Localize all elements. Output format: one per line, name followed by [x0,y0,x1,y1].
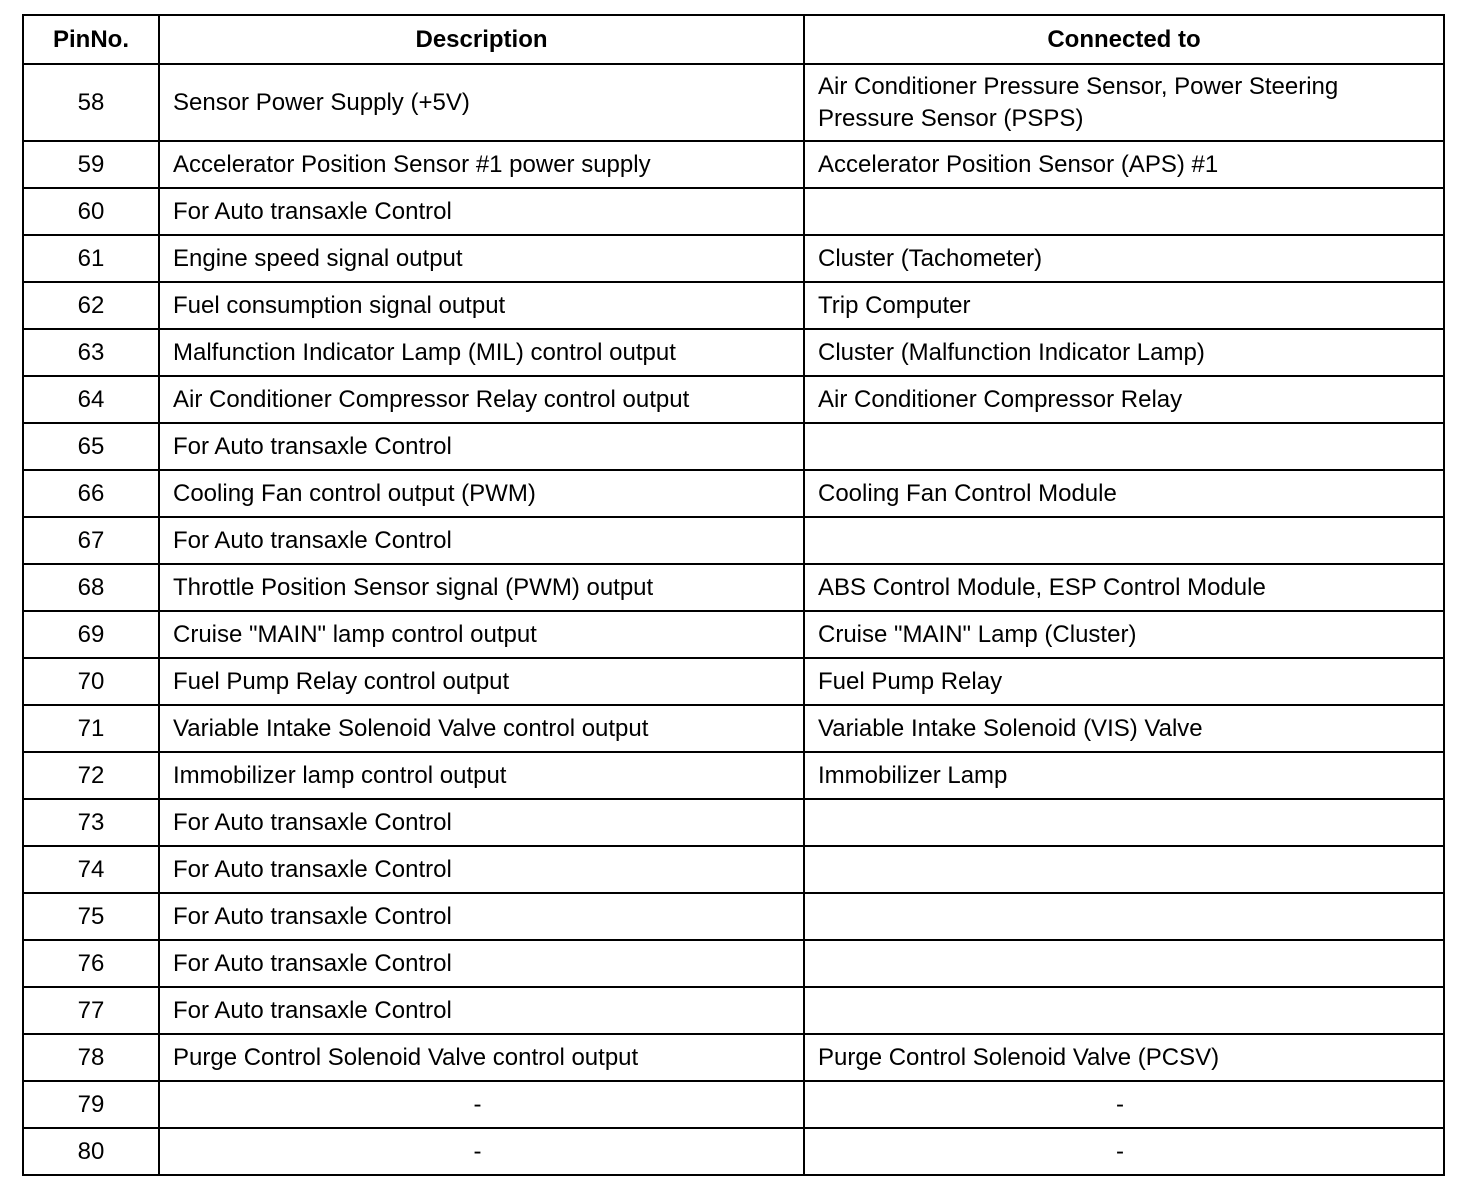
description-cell: Sensor Power Supply (+5V) [159,64,804,141]
pin-cell: 64 [23,376,159,423]
connected-to-cell [804,517,1444,564]
table-row [23,141,1444,188]
pin-cell: 63 [23,329,159,376]
pin-cell: 70 [23,658,159,705]
description-cell: Immobilizer lamp control output [159,752,804,799]
connected-to-cell [804,893,1444,940]
pin-cell: 58 [23,64,159,141]
description-cell: For Auto transaxle Control [159,987,804,1034]
table-row [23,752,1444,799]
pin-cell: 67 [23,517,159,564]
pin-cell: 65 [23,423,159,470]
pin-cell: 75 [23,893,159,940]
table-row [23,1128,1444,1175]
pin-table [22,14,1445,1176]
connected-to-cell: Cluster (Malfunction Indicator Lamp) [804,329,1444,376]
connected-to-cell [804,940,1444,987]
pin-cell: 59 [23,141,159,188]
table-row [23,564,1444,611]
table-row [23,470,1444,517]
table-row [23,987,1444,1034]
description-cell: Fuel consumption signal output [159,282,804,329]
connected-to-cell: Variable Intake Solenoid (VIS) Valve [804,705,1444,752]
table-row [23,1034,1444,1081]
table-header-row [23,15,1444,64]
description-cell: - [159,1081,804,1128]
table-row [23,188,1444,235]
description-cell: Engine speed signal output [159,235,804,282]
table-row [23,282,1444,329]
connected-to-cell: Purge Control Solenoid Valve (PCSV) [804,1034,1444,1081]
pin-cell: 72 [23,752,159,799]
table-body [23,64,1444,1175]
connected-to-cell: Fuel Pump Relay [804,658,1444,705]
description-cell: - [159,1128,804,1175]
description-cell: Cooling Fan control output (PWM) [159,470,804,517]
header-pin-no: PinNo. [23,15,159,64]
connected-to-cell: ABS Control Module, ESP Control Module [804,564,1444,611]
pin-cell: 79 [23,1081,159,1128]
table-row [23,893,1444,940]
connected-to-cell: Air Conditioner Pressure Sensor, Power Steering Pressure Sensor (PSPS) [804,64,1444,141]
connected-to-cell [804,846,1444,893]
table-row [23,517,1444,564]
connected-to-cell: Accelerator Position Sensor (APS) #1 [804,141,1444,188]
table-row [23,799,1444,846]
connected-to-cell: - [804,1128,1444,1175]
table-row [23,611,1444,658]
pin-cell: 80 [23,1128,159,1175]
connected-to-cell: Air Conditioner Compressor Relay [804,376,1444,423]
table-row [23,64,1444,141]
description-cell: Cruise "MAIN" lamp control output [159,611,804,658]
connected-to-cell: - [804,1081,1444,1128]
description-cell: For Auto transaxle Control [159,846,804,893]
header-connected-to: Connected to [804,15,1444,64]
table-row [23,423,1444,470]
pin-cell: 66 [23,470,159,517]
pin-cell: 71 [23,705,159,752]
connected-to-cell [804,799,1444,846]
connected-to-cell: Trip Computer [804,282,1444,329]
pin-cell: 73 [23,799,159,846]
pin-cell: 62 [23,282,159,329]
table-row [23,329,1444,376]
connected-to-cell [804,423,1444,470]
description-cell: For Auto transaxle Control [159,799,804,846]
description-cell: For Auto transaxle Control [159,893,804,940]
connected-to-cell: Cooling Fan Control Module [804,470,1444,517]
connected-to-cell [804,188,1444,235]
description-cell: Air Conditioner Compressor Relay control output [159,376,804,423]
connected-to-cell: Immobilizer Lamp [804,752,1444,799]
table-row [23,658,1444,705]
pin-cell: 77 [23,987,159,1034]
pin-cell: 68 [23,564,159,611]
table-row [23,1081,1444,1128]
description-cell: Fuel Pump Relay control output [159,658,804,705]
description-cell: Malfunction Indicator Lamp (MIL) control output [159,329,804,376]
table-row [23,705,1444,752]
connected-to-cell: Cruise "MAIN" Lamp (Cluster) [804,611,1444,658]
pin-cell: 61 [23,235,159,282]
pin-cell: 78 [23,1034,159,1081]
description-cell: For Auto transaxle Control [159,517,804,564]
table-row [23,235,1444,282]
description-cell: For Auto transaxle Control [159,940,804,987]
connected-to-cell: Cluster (Tachometer) [804,235,1444,282]
description-cell: For Auto transaxle Control [159,423,804,470]
description-cell: Accelerator Position Sensor #1 power supply [159,141,804,188]
table-row [23,376,1444,423]
description-cell: Variable Intake Solenoid Valve control output [159,705,804,752]
table-row [23,846,1444,893]
description-cell: Throttle Position Sensor signal (PWM) output [159,564,804,611]
connected-to-cell [804,987,1444,1034]
header-description: Description [159,15,804,64]
pin-cell: 69 [23,611,159,658]
pin-cell: 60 [23,188,159,235]
description-cell: Purge Control Solenoid Valve control output [159,1034,804,1081]
description-cell: For Auto transaxle Control [159,188,804,235]
table-row [23,940,1444,987]
pin-cell: 74 [23,846,159,893]
pin-cell: 76 [23,940,159,987]
